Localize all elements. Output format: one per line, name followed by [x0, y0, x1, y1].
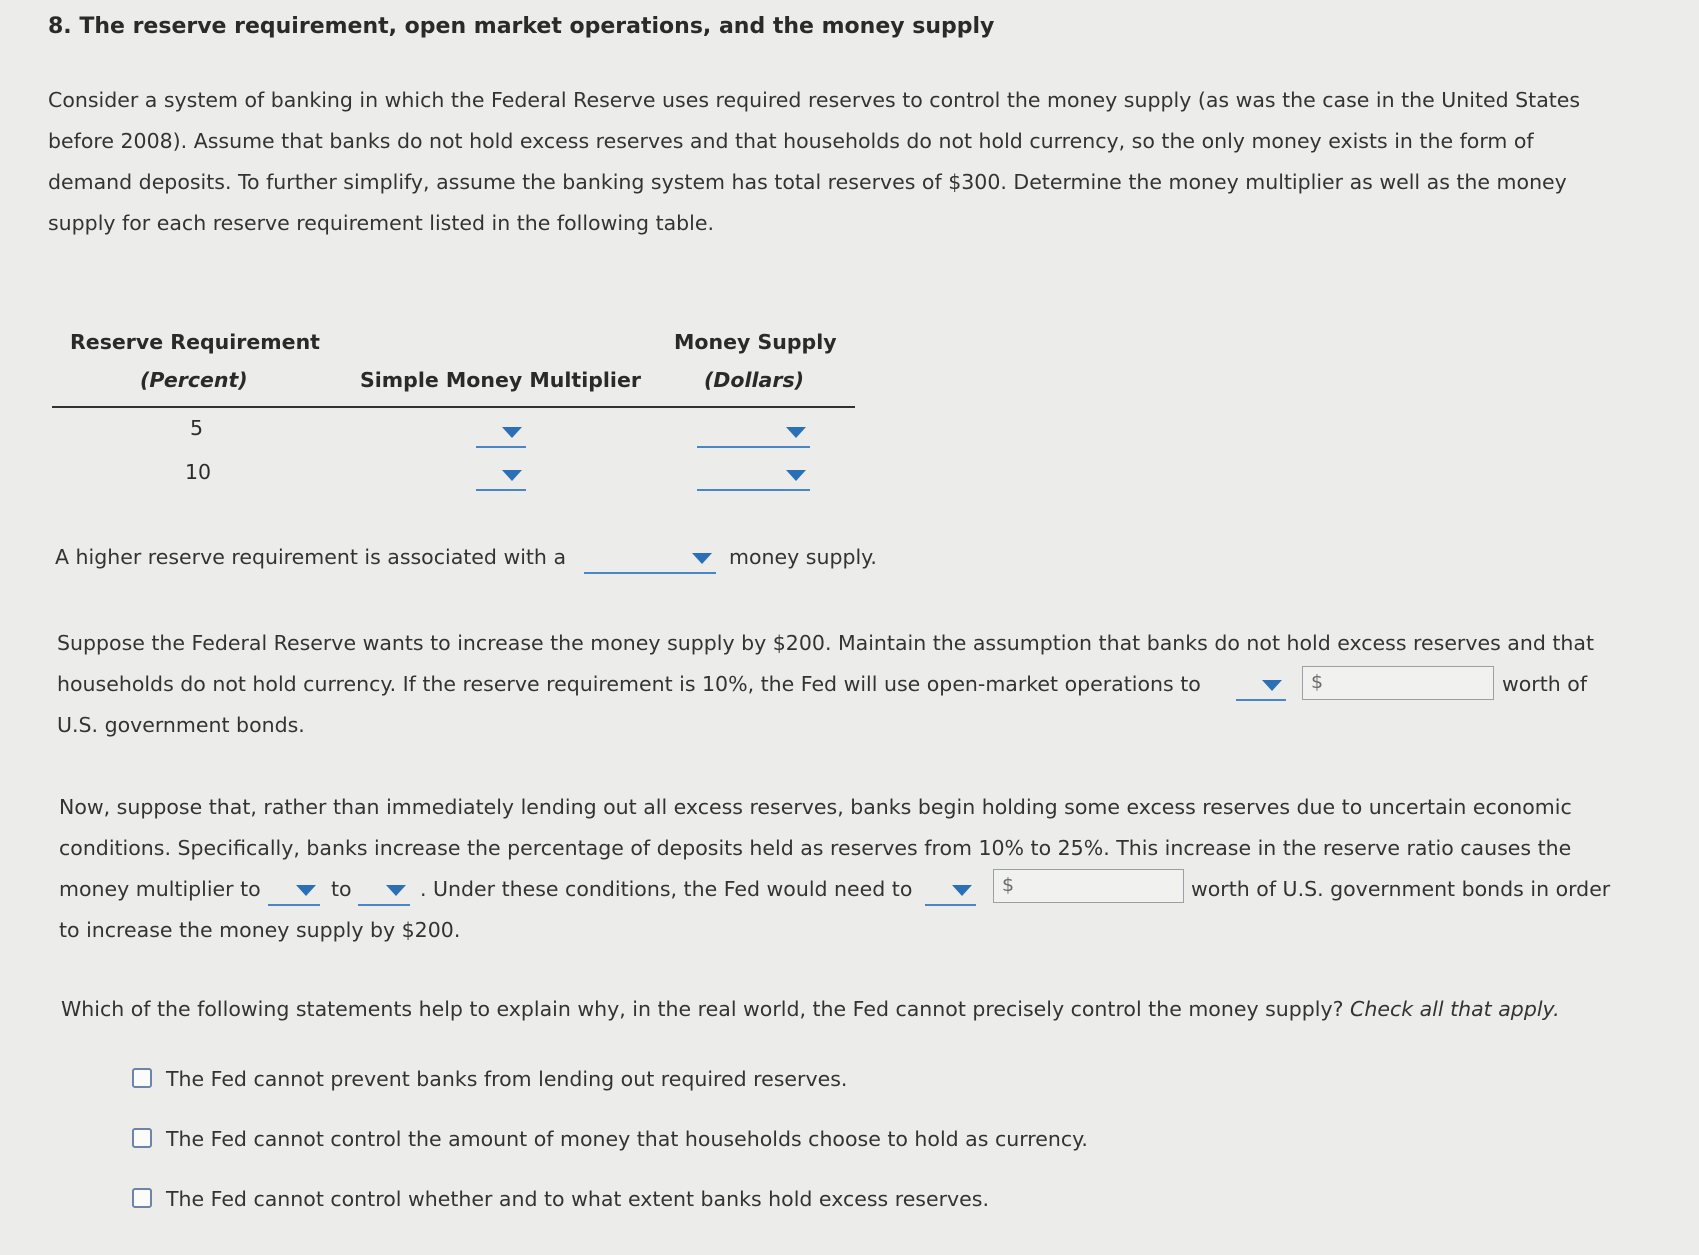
omo-line-2: households do not hold currency. If the reserve requirement is 10%, the Fed will use open-market operations to: [57, 672, 1201, 696]
excess-line-3-part-2: to: [331, 877, 352, 901]
col-header-money-supply: Money Supply: [674, 330, 837, 354]
check-option-label: The Fed cannot control whether and to what extent banks hold excess reserves.: [166, 1187, 989, 1211]
check-question-instruction: Check all that apply.: [1350, 997, 1560, 1021]
check-option-2[interactable]: [132, 1127, 1088, 1151]
chevron-down-icon: [386, 885, 406, 896]
omo-amount-input[interactable]: [1302, 666, 1494, 700]
excess-amount-field[interactable]: [1018, 872, 1181, 900]
intro-line: Consider a system of banking in which the Federal Reserve uses required reserves to control the money supply (as was the case in the United States: [48, 88, 1581, 112]
multiplier-dropdown-row-10[interactable]: [476, 463, 526, 491]
intro-line: supply for each reserve requirement listed in the following table.: [48, 211, 715, 235]
multiplier-dropdown-row-5[interactable]: [476, 420, 526, 448]
checkbox[interactable]: [132, 1128, 152, 1148]
chevron-down-icon: [1262, 680, 1282, 691]
chevron-down-icon: [502, 427, 522, 438]
money-supply-dropdown-row-5[interactable]: [697, 420, 810, 448]
dollar-sign: $: [1311, 671, 1324, 693]
chevron-down-icon: [502, 470, 522, 481]
intro-line: demand deposits. To further simplify, assume the banking system has total reserves of $300. Determine the money multiplier as well as the money: [48, 170, 1567, 194]
check-question-prompt: [61, 997, 1560, 1021]
col-header-dollars: (Dollars): [704, 368, 805, 392]
multiplier-to-dropdown[interactable]: [358, 878, 410, 906]
dollar-sign: $: [1002, 874, 1015, 896]
row-reserve-10: 10: [185, 460, 212, 484]
intro-line: before 2008). Assume that banks do not hold excess reserves and that households do not hold currency, so the only money exists in the form of: [48, 129, 1534, 153]
chevron-down-icon: [296, 885, 316, 896]
chevron-down-icon: [692, 553, 712, 564]
excess-buy-sell-dropdown[interactable]: [925, 878, 976, 906]
excess-amount-input[interactable]: [993, 869, 1184, 903]
col-header-reserve-requirement: Reserve Requirement: [70, 330, 320, 354]
header-divider: [52, 406, 855, 408]
check-option-1[interactable]: [132, 1067, 847, 1091]
check-question-text: Which of the following statements help to explain why, in the real world, the Fed cannot precisely control the money supply?: [61, 997, 1344, 1021]
higher-rr-suffix: money supply.: [729, 545, 877, 569]
money-supply-direction-dropdown[interactable]: [584, 546, 716, 574]
chevron-down-icon: [786, 470, 806, 481]
chevron-down-icon: [952, 885, 972, 896]
omo-line-3: U.S. government bonds.: [57, 713, 305, 737]
excess-line-4: to increase the money supply by $200.: [59, 918, 461, 942]
question-title: 8. The reserve requirement, open market operations, and the money supply: [48, 14, 995, 39]
checkbox[interactable]: [132, 1188, 152, 1208]
higher-rr-prefix: A higher reserve requirement is associated with a: [55, 545, 567, 569]
excess-line-3-part-3: . Under these conditions, the Fed would need to: [420, 877, 913, 901]
excess-line-1: Now, suppose that, rather than immediately lending out all excess reserves, banks begin holding some excess reserves due to uncertain economic: [59, 795, 1572, 819]
check-option-3[interactable]: [132, 1187, 989, 1211]
excess-line-2: conditions. Specifically, banks increase the percentage of deposits held as reserves from 10% to 25%. This increase in the reserve ratio causes the: [59, 836, 1572, 860]
omo-buy-sell-dropdown[interactable]: [1236, 673, 1286, 701]
money-supply-dropdown-row-10[interactable]: [697, 463, 810, 491]
omo-line-2-suffix: worth of: [1502, 672, 1588, 696]
intro-paragraph: [48, 80, 1648, 244]
col-header-simple-money-multiplier: Simple Money Multiplier: [360, 368, 641, 392]
col-header-percent: (Percent): [140, 368, 248, 392]
excess-line-3-part-4: worth of U.S. government bonds in order: [1191, 877, 1611, 901]
chevron-down-icon: [786, 427, 806, 438]
multiplier-from-dropdown[interactable]: [268, 878, 320, 906]
omo-line-1: Suppose the Federal Reserve wants to increase the money supply by $200. Maintain the assumption that banks do not hold excess reserves and that: [57, 631, 1595, 655]
row-reserve-5: 5: [190, 416, 204, 440]
check-option-label: The Fed cannot prevent banks from lending out required reserves.: [166, 1067, 848, 1091]
check-option-label: The Fed cannot control the amount of money that households choose to hold as currency.: [166, 1127, 1088, 1151]
checkbox[interactable]: [132, 1068, 152, 1088]
omo-amount-field[interactable]: [1327, 669, 1491, 697]
excess-line-3-part-1: money multiplier to: [59, 877, 261, 901]
